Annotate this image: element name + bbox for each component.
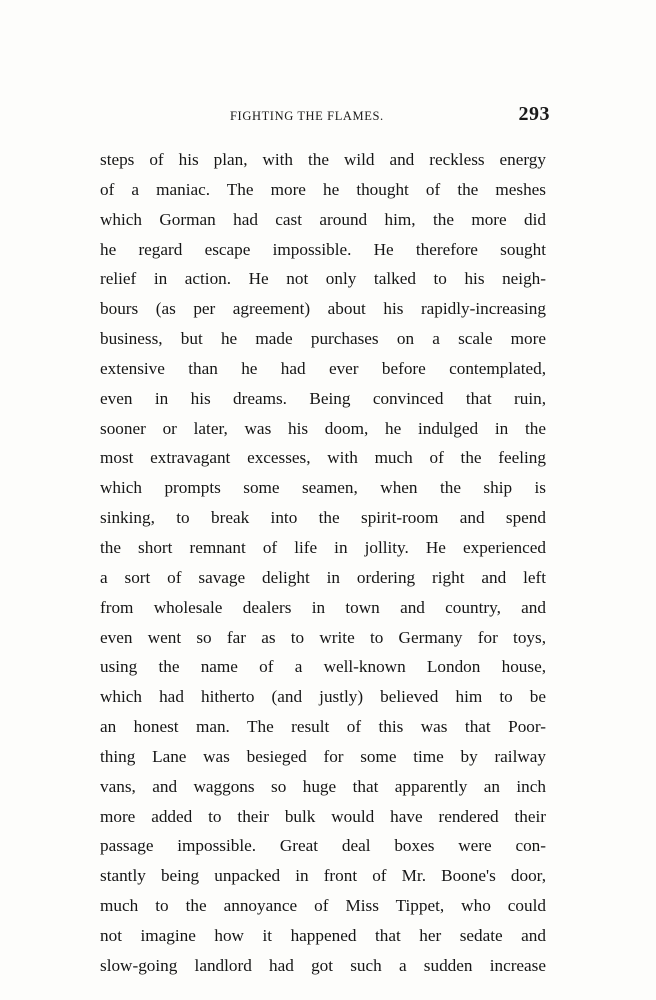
text-line: stantly being unpacked in front of Mr. Boone's door, [100, 866, 546, 886]
text-line: which had hitherto (and justly) believed him to be [100, 687, 546, 707]
text-line: an honest man. The result of this was that Poor- [100, 717, 546, 737]
text-line: using the name of a well-known London house, [100, 657, 546, 677]
text-line: from wholesale dealers in town and country, and [100, 597, 546, 617]
text-line: a sort of savage delight in ordering right and left [100, 567, 546, 587]
text-line: vans, and waggons so huge that apparently an inch [100, 776, 546, 796]
text-line: thing Lane was besieged for some time by railway [100, 746, 546, 766]
text-line: which prompts some seamen, when the ship is [100, 478, 546, 498]
text-line: sinking, to break into the spirit-room and spend [100, 508, 546, 528]
text-line: even in his dreams. Being convinced that ruin, [100, 388, 546, 408]
text-line: extensive than he had ever before contemplated, [100, 358, 546, 378]
text-line: much to the annoyance of Miss Tippet, who could [100, 896, 546, 916]
page-number: 293 [518, 103, 550, 125]
text-line: even went so far as to write to Germany for toys, [100, 627, 546, 647]
running-head [100, 103, 550, 129]
text-line: he regard escape impossible. He therefore sought [100, 239, 546, 259]
text-line: of a maniac. The more he thought of the meshes [100, 179, 546, 199]
text-line: bours (as per agreement) about his rapidly-increasing [100, 299, 546, 319]
text-line: most extravagant excesses, with much of the feeling [100, 448, 546, 468]
text-line: the short remnant of life in jollity. He experienced [100, 537, 546, 557]
text-line: sooner or later, was his doom, he indulged in the [100, 418, 546, 438]
text-line: passage impossible. Great deal boxes were con- [100, 836, 546, 856]
text-line: steps of his plan, with the wild and reckless energy [100, 150, 546, 169]
text-line: slow-going landlord had got such a sudden increase [100, 955, 546, 975]
text-line: which Gorman had cast around him, the more did [100, 209, 546, 229]
text-line: more added to their bulk would have rendered their [100, 806, 546, 826]
text-line: business, but he made purchases on a scale more [100, 329, 546, 349]
text-line: relief in action. He not only talked to his neigh- [100, 269, 546, 289]
text-line: not imagine how it happened that her sedate and [100, 925, 546, 945]
body-text [100, 145, 546, 981]
running-title: FIGHTING THE FLAMES. [230, 109, 384, 123]
